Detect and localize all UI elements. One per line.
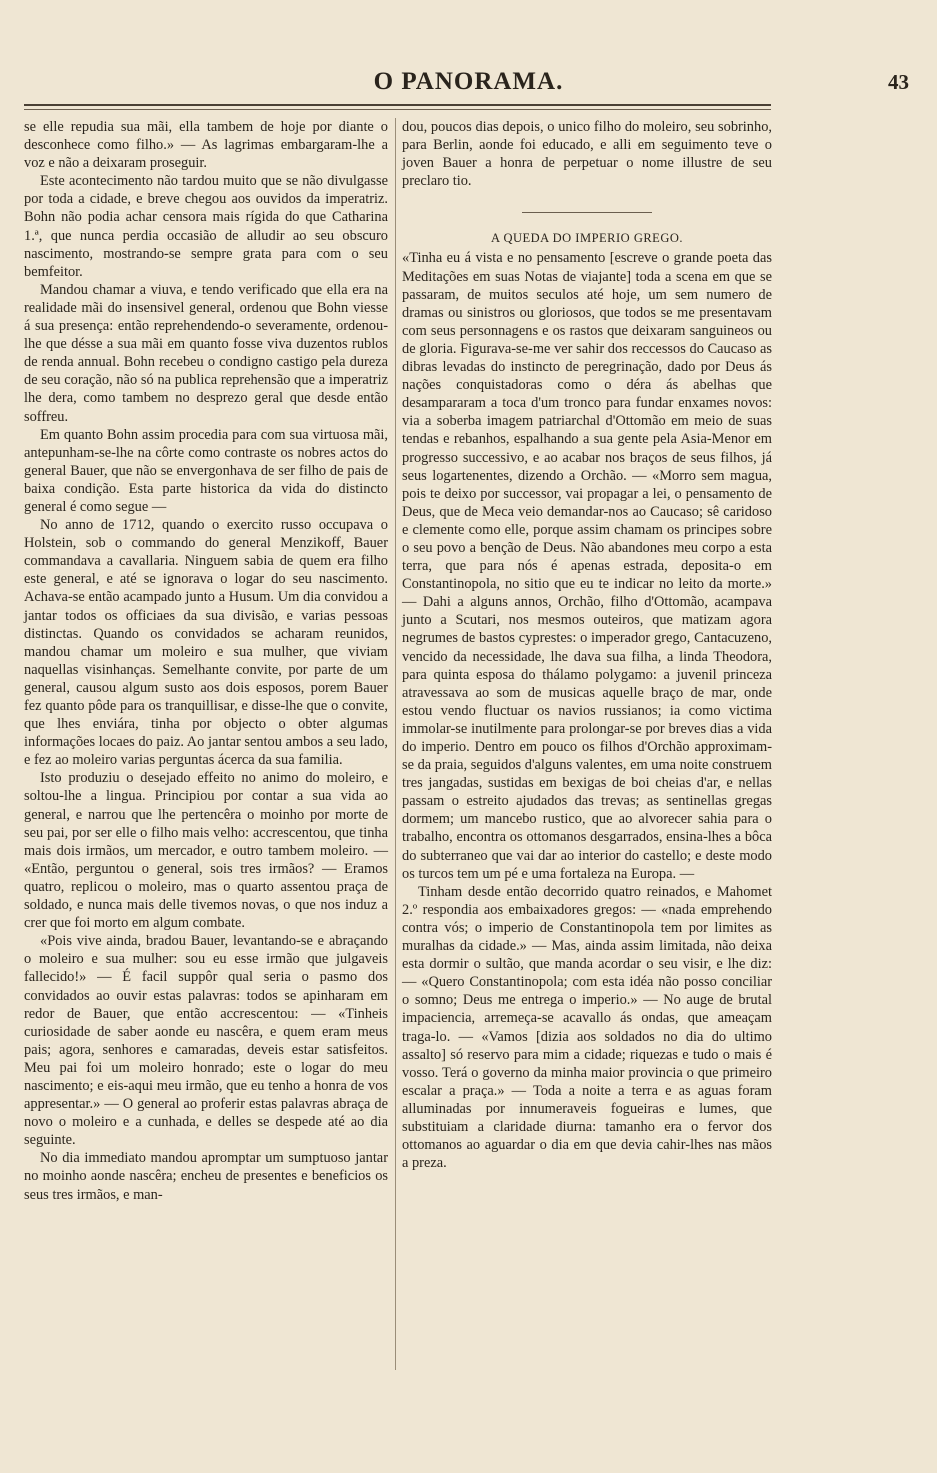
left-column: [24, 118, 388, 1204]
section-separator: [522, 212, 652, 213]
paragraph: No anno de 1712, quando o exercito russo occupava o Holstein, sob o commando do general Menzikoff, Bauer commandava a cavallaria. Ninguem sabia de quem era filho este general, e até se ignorava o logar do seu nascimento. Achava-se então acampado junto a Husum. Um dia convidou a jantar todos os officiaes da sua divisão, e varias pessoas distinctas. Quando os convidados se acharam reunidos, mandou chamar um moleiro e sua mulher, que viviam naquellas visinhanças. Semelhante convite, por parte de um general, causou algum susto aos dois esposos, porem Bauer fez quanto pôde para os tranquillisar, e disse-lhe que o convite, que lhes enviára, tinha por objecto o obter algumas informações locaes do paiz. Ao jantar sentou ambos a seu lado, e fez ao moleiro varias perguntas ácerca da sua familia.: [24, 517, 388, 769]
paragraph: Tinham desde então decorrido quatro reinados, e Mahomet 2.º respondia aos embaixadores gregos: — «nada emprehendo contra vós; o imperio de Constantinopola tem por limites as muralhas da cidade.» — Mas, ainda assim limitada, não deixa esta dormir o sultão, que manda acordar o seu visir, e lhe diz: — «Quero Constantinopola; com esta idéa não posso conciliar o somno; Deus me entrega o imperio.» — No auge de brutal impaciencia, arremeça-se acavallo ás ondas, que ameaçam traga-lo. — «Vamos [dizia aos soldados no dia do ultimo assalto] só reservo para mim a cidade; riquezas e tudo o mais é vosso. Terá o governo da minha maior provincia o que primeiro escalar a praça.» — Toda a noite a terra e as aguas foram alluminadas por innumeraveis fogueiras e lumes, que substituiam a claridade diurna: tamanho era o fervor dos ottomanos ao aguardar o dia em que devia cahir-lhes nas mãos a preza.: [402, 883, 772, 1172]
paragraph: se elle repudia sua mãi, ella tambem de hoje por diante o desconhece como filho.» — As lagrimas embargaram-lhe a voz e não a deixaram proseguir.: [24, 119, 388, 172]
paragraph: Em quanto Bohn assim procedia para com sua virtuosa mãi, antepunham-se-lhe na côrte como contraste os nobres actos do general Bauer, que não se envergonhava de ser filho de pais de baixa condição. Esta parte historica da vida do distincto general é como segue —: [24, 426, 388, 515]
publication-title: O PANORAMA.: [373, 68, 564, 95]
paragraph: Este acontecimento não tardou muito que se não divulgasse por toda a cidade, e breve chegou aos ouvidos da imperatriz. Bohn não podia achar censora mais rígida do que Catharina 1.ª, que nunca perdia occasião de alludir ao seu obscuro nascimento, mostrando-se sempre grata para com o seu bemfeitor.: [24, 173, 388, 280]
header-rule-thin: [24, 109, 771, 110]
column-divider: [395, 118, 396, 1370]
paragraph: Isto produziu o desejado effeito no animo do moleiro, e soltou-lhe a lingua. Principiou por contar a sua vida ao general, e narrou que lhe pertencêra o moinho por morte de seu pai, por ser elle o filho mais velho: accrescentou, que tinha mais dois irmãos, um mercador, e outro tambem moleiro. — «Então, perguntou o general, sois tres irmãos? — Eramos quatro, replicou o moleiro, mas o quarto assentou praça de soldado, e nunca mais delle tivemos novas, o que nos induz a crer que foi morto em algum combate.: [24, 770, 388, 932]
paragraph: No dia immediato mandou apromptar um sumptuoso jantar no moinho aonde nascêra; encheu de presentes e beneficios os seus tres irmãos, e man-: [24, 1150, 388, 1203]
paragraph: Mandou chamar a viuva, e tendo verificado que ella era na realidade mãi do insensivel general, ordenou que Bohn viesse á sua presença: então reprehendendo-o severamente, ordenou-lhe que désse a sua mãi em quanto fosse viva duzentos rublos de renda annual. Bohn recebeu o condigno castigo pela dureza de seu coração, não só na publica reprehensão que a imperatriz lhe dera, como tambem no desprezo geral que desde então soffreu.: [24, 281, 388, 425]
paragraph: «Pois vive ainda, bradou Bauer, levantando-se e abraçando o moleiro e sua mulher: sou eu esse irmão que julgaveis fallecido!» — É facil suppôr qual seria o pasmo dos convidados ao ouvir estas palavras: todos se apinharam em redor de Bauer, que então accrescentou: — «Tinheis curiosidade de saber aonde eu nascêra, e quem eram meus pais; agora, senhores e camaradas, deveis estar satisfeitos. Meu pai foi um moleiro honrado; este o logar do meu nascimento; e eis-aqui meu irmão, que eu tenho a honra de vos appresentar.» — O general ao proferir estas palavras abraça de novo o moleiro e a cunhada, e delles se despede até ao dia seguinte.: [24, 933, 388, 1149]
section-heading: A QUEDA DO IMPERIO GREGO.: [490, 231, 684, 246]
page-number: 43: [888, 70, 909, 94]
paragraph-continuation: dou, poucos dias depois, o unico filho do moleiro, seu sobrinho, para Berlin, aonde foi educado, e alli em seguimento teve o joven Bauer a honra de perpetuar o nome illustre de seu preclaro tio.: [402, 119, 772, 190]
masthead: [24, 68, 913, 102]
header-rule-thick: [24, 104, 771, 106]
right-column: [402, 118, 772, 1172]
paragraph: «Tinha eu á vista e no pensamento [escreve o grande poeta das Meditações em suas Notas de viajante] toda a scena em que se passaram, de muitos seculos até hoje, um sem numero de dramas ou sinistros ou gloriosos, que todos se me presentavam com seus personnagens e os rastos que deixaram sanguineos ou de gloria. Figurava-se-me ver sahir dos reccessos do Caucaso as dibras levadas do instincto de peregrinação, dado por Deus ás nações conquistadoras como o déra ás abelhas que desampararam a toca d'um tronco para fundar enxames novos: via a soberba imagem patriarchal d'Ottomão em meio de suas tendas e rebanhos, espalhando a sua gente pela Asia-Menor em progresso successivo, e ao acabar nos braços de seus filhos, já seus logartenentes, dizendo a Orchão. — «Morro sem magua, pois te deixo por successor, vai propagar a lei, o pensamento de Deus, que de Meca veio demandar-nos ao Caucaso; sê caridoso e clemente como elle, porque assim chamam os principes sobre o seu povo a benção de Deus. Não abandones meu corpo a esta terra, que para nós é apenas estrada, deposita-o em Constantinopola, no sitio que eu te indicar no leito da morte.» — Dahi a alguns annos, Orchão, filho d'Ottomão, acampava junto a Scutari, nos mesmos outeiros, que matizam agora negrumes de bastos cyprestes: o imperador grego, Cantacuzeno, vencido da necessidade, lhe dava sua filha, a linda Theodora, para quinta esposa do thálamo polygamo: a juvenil princeza atravessava ao som de musicas aquelle braço de mar, onde estou vendo fluctuar os navios russianos; ia como victima immolar-se inutilmente para prolongar-se por breves dias a vida do imperio. Dentro em pouco os filhos d'Orchão approximam-se da praia, seguidos d'alguns valentes, em uma noite construem tres jangadas, sustidas em bexigas de boi cheias d'ar, e nellas passam o estreito ajudados das trevas; as sentinellas gregas dormem; um mancebo rustico, que ao alvorecer sahia para o trabalho, encontra os ottomanos desgarrados, ensina-lhes a bôca do subterraneo que vai dar ao interior do castello; e deste modo os turcos tem um pé e uma fortaleza na Europa. —: [402, 250, 772, 882]
